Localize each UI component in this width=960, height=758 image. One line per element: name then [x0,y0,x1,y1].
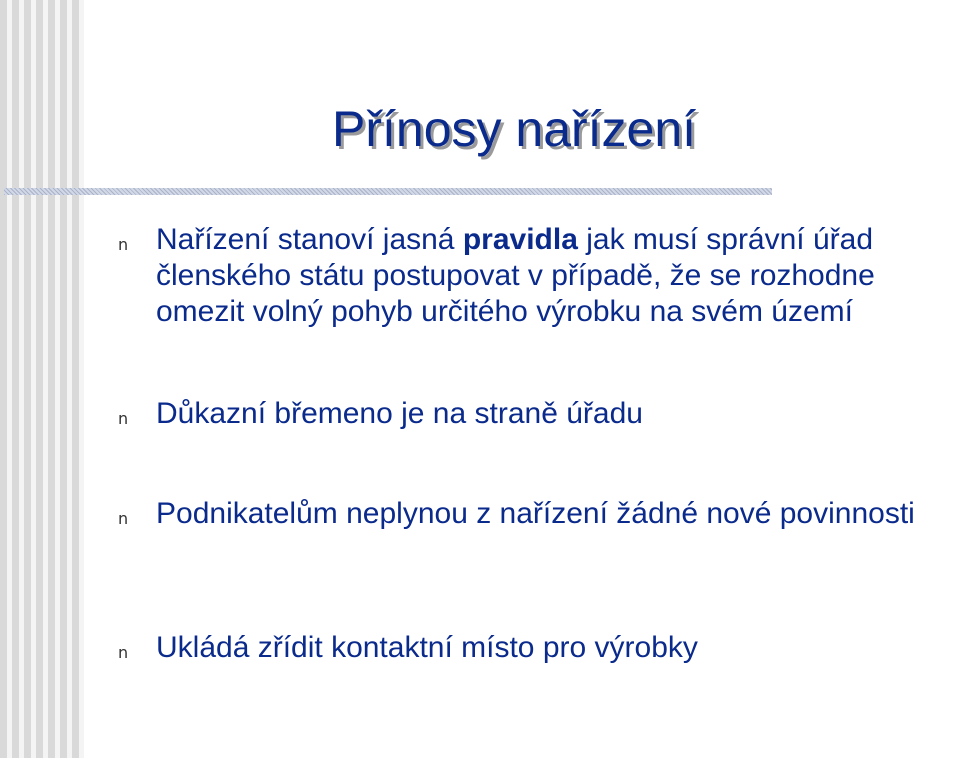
bullet-marker: n [118,409,129,428]
bullet-marker: n [118,643,129,662]
bullet-text: Ukládá zřídit kontaktní místo pro výrobky [156,631,698,664]
bullet-text-part: Nařízení stanoví jasná [156,223,463,256]
bullet-text: Podnikatelům neplynou z nařízení žádné nové povinnosti [156,497,915,530]
bullet-text-bold: pravidla [462,223,578,256]
bullet-marker: n [118,509,129,528]
slide-title: Přínosy nařízení [332,101,697,157]
bullet-marker: n [118,235,129,254]
bullet-text: Důkazní břemeno je na straně úřadu [156,397,643,430]
bullet-text [156,222,956,330]
bullet-text-part: jak musí správní úřad členského státu postupovat v případě, že se rozhodne omezit volný pohyb určitého výrobku na svém území [156,223,875,328]
